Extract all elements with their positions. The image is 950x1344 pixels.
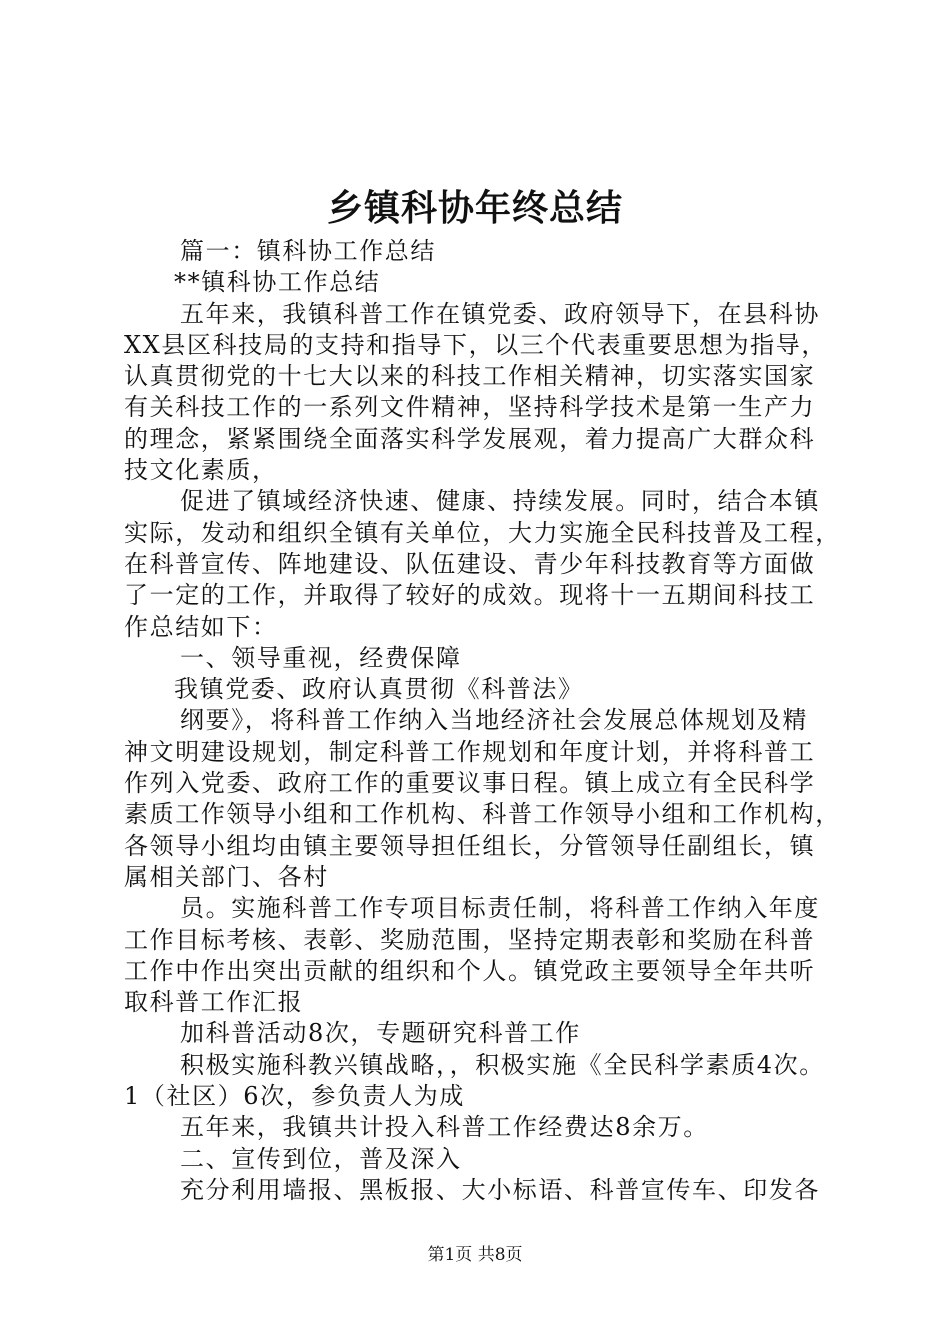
text-line: 五年来，我镇共计投入科普工作经费达8余万。 [180,1113,709,1142]
text-line: 神文明建设规划，制定科普工作规划和年度计划，并将科普工 [124,737,816,766]
text-line: 积极实施科教兴镇战略，，积极实施《全民科学素质4次。 [180,1050,825,1079]
document-title: 乡镇科协年终总结 [326,187,623,229]
text-line: 了一定的工作，并取得了较好的成效。现将十一五期间科技工 [124,581,816,610]
text-line: XX县区科技局的支持和指导下，以三个代表重要思想为指导， [124,330,827,359]
text-line: 促进了镇域经济快速、健康、持续发展。同时，结合本镇 [180,487,820,516]
page-footer: 第1页 共8页 [427,1245,523,1265]
text-line: 素质工作领导小组和工作机构、科普工作领导小组和工作机构， [124,800,841,829]
text-line: 我镇党委、政府认真贯彻《科普法》 [174,675,584,704]
text-line: 工作目标考核、表彰、奖励范围，坚持定期表彰和奖励在科普 [124,925,816,954]
text-line: 作总结如下： [124,612,278,641]
text-line: 篇一：镇科协工作总结 [180,237,436,265]
text-line: 取科普工作汇报 [124,988,304,1017]
text-line: 二、宣传到位，普及深入 [180,1144,462,1173]
text-line: 认真贯彻党的十七大以来的科技工作相关精神，切实落实国家 [124,362,816,391]
text-line: 各领导小组均由镇主要领导担任组长，分管领导任副组长，镇 [124,831,816,860]
text-line: 纲要》，将科普工作纳入当地经济社会发展总体规划及精 [180,706,808,735]
text-line: 技文化素质， [124,456,278,485]
text-line: 五年来，我镇科普工作在镇党委、政府领导下，在县科协 [180,299,820,328]
text-line: 作列入党委、政府工作的重要议事日程。镇上成立有全民科学 [124,769,816,798]
text-line: 属相关部门、各村 [124,862,329,891]
document-body [124,236,850,1206]
text-line: **镇科协工作总结 [174,268,381,297]
text-line: 充分利用墙报、黑板报、大小标语、科普宣传车、印发各 [180,1175,820,1204]
text-line: 员。实施科普工作专项目标责任制，将科普工作纳入年度 [180,894,820,923]
text-line: 一、领导重视，经费保障 [180,643,462,672]
text-line: 加科普活动8次，专题研究科普工作 [180,1019,581,1048]
text-line: 有关科技工作的一系列文件精神，坚持科学技术是第一生产力 [124,393,816,422]
text-line: 工作中作出突出贡献的组织和个人。镇党政主要领导全年共听 [124,956,816,985]
text-line: 在科普宣传、阵地建设、队伍建设、青少年科技教育等方面做 [124,549,816,578]
text-line: 的理念，紧紧围绕全面落实科学发展观，着力提高广大群众科 [124,424,816,453]
text-line: 实际，发动和组织全镇有关单位，大力实施全民科技普及工程， [124,518,841,547]
text-line: 1（社区）6次，参负责人为成 [124,1082,465,1111]
